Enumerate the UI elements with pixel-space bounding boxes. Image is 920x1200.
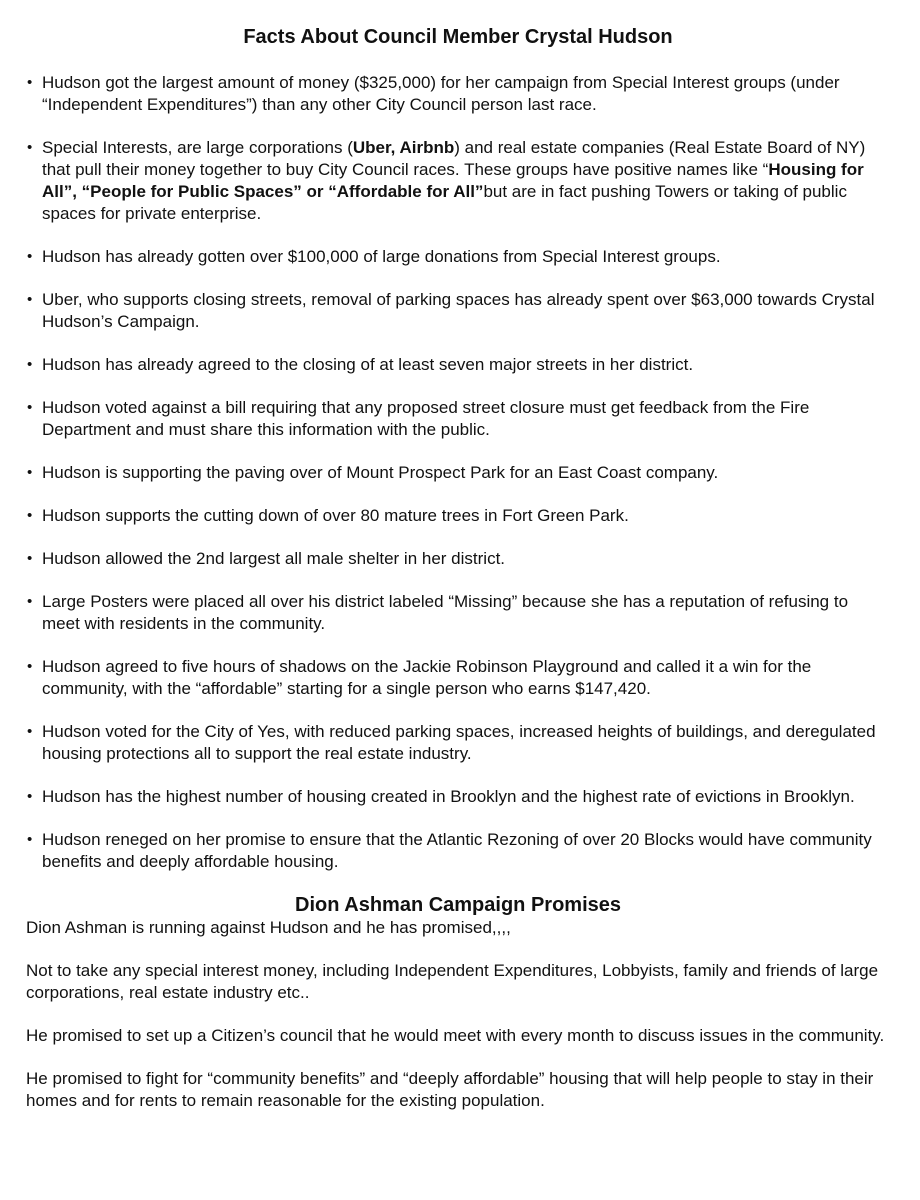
fact-item-2-bold-a: Uber, Airbnb xyxy=(352,138,455,157)
fact-item-2-bold-b: Housing for All”, “People for Public Spaces” or “Affordable for All” xyxy=(42,160,864,201)
fact-item-2-text-a: Special Interests, are large corporations ( xyxy=(42,138,353,157)
fact-item-4: • Uber, who supports closing streets, removal of parking spaces has already spent over $63,000 towards Crystal Hudson’s Campaign. xyxy=(26,289,890,333)
fact-item-5: • Hudson has already agreed to the closing of at least seven major streets in her district. xyxy=(26,354,890,376)
promise-item-2: He promised to set up a Citizen’s council that he would meet with every month to discuss issues in the community. xyxy=(26,1026,885,1045)
fact-item-2 xyxy=(26,137,890,225)
fact-item-2-text-b: ) and real estate companies (Real Estate Board of NY) that pull their money together to buy City Council races. These groups have positive names like “ xyxy=(42,138,866,179)
promise-item-1: Not to take any special interest money, including Independent Expenditures, Lobbyists, family and friends of large corporations, real estate industry etc.. xyxy=(26,961,879,1002)
promise-item-3: He promised to fight for “community benefits” and “deeply affordable” housing that will help people to stay in their homes and for rents to remain reasonable for the existing population. xyxy=(26,1069,874,1110)
fact-item-7: • Hudson is supporting the paving over of Mount Prospect Park for an East Coast company. xyxy=(26,462,890,484)
fact-item-13: • Hudson has the highest number of housing created in Brooklyn and the highest rate of evictions in Brooklyn. xyxy=(26,786,890,808)
fact-item-9: • Hudson allowed the 2nd largest all male shelter in her district. xyxy=(26,548,890,570)
promises-section xyxy=(26,893,890,1112)
fact-item-11: • Hudson agreed to five hours of shadows on the Jackie Robinson Playground and called it a win for the community, with the “affordable” starting for a single person who earns $147,420. xyxy=(26,656,890,700)
fact-item-2-text-c: but are in fact pushing Towers or taking of public spaces for private enterprise. xyxy=(42,182,847,223)
promises-heading: Dion Ashman Campaign Promises xyxy=(295,894,621,916)
page-title: Facts About Council Member Crystal Hudson xyxy=(243,26,673,48)
fact-item-12: • Hudson voted for the City of Yes, with reduced parking spaces, increased heights of buildings, and deregulated housing protections all to support the real estate industry. xyxy=(26,721,890,765)
fact-item-6: • Hudson voted against a bill requiring that any proposed street closure must get feedback from the Fire Department and must share this information with the public. xyxy=(26,397,890,441)
fact-item-14: • Hudson reneged on her promise to ensure that the Atlantic Rezoning of over 20 Blocks would have community benefits and deeply affordable housing. xyxy=(26,829,890,873)
fact-item-3: • Hudson has already gotten over $100,000 of large donations from Special Interest groups. xyxy=(26,246,890,268)
facts-list xyxy=(26,72,890,873)
fact-item-10: • Large Posters were placed all over his district labeled “Missing” because she has a reputation of refusing to meet with residents in the community. xyxy=(26,591,890,635)
promises-intro: Dion Ashman is running against Hudson and he has promised,,,, xyxy=(26,918,511,937)
fact-item-1: • Hudson got the largest amount of money ($325,000) for her campaign from Special Interest groups (under “Independent Expenditures”) than any other City Council person last race. xyxy=(26,72,890,116)
fact-item-8: • Hudson supports the cutting down of over 80 mature trees in Fort Green Park. xyxy=(26,505,890,527)
